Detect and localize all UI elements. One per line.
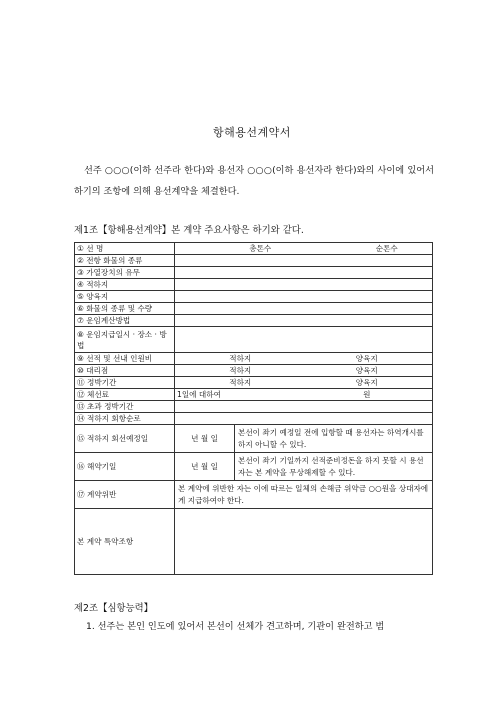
row-label: ⑮ 적하지 회선예정일 xyxy=(75,425,175,453)
value-cell xyxy=(175,327,433,353)
load-unload-cell xyxy=(175,353,433,365)
loading-port-label: 적하지 xyxy=(229,378,252,387)
date-cell: 년 월 일 xyxy=(175,425,235,453)
per-day-label: 1일에 대하여 xyxy=(177,390,221,399)
load-unload-cell xyxy=(175,365,433,377)
won-unit-label: 원 xyxy=(363,390,371,399)
demurrage-cell xyxy=(175,389,433,401)
table-row xyxy=(75,267,433,279)
table-row xyxy=(75,327,433,353)
value-cell xyxy=(175,255,433,267)
table-row xyxy=(75,353,433,365)
table-row xyxy=(75,377,433,389)
table-row xyxy=(75,401,433,413)
row-label: ⑭ 적하지 회항순로 xyxy=(75,413,175,425)
contract-table xyxy=(74,242,433,575)
document-title: 항해용선계약서 xyxy=(213,126,291,139)
value-cell xyxy=(175,267,433,279)
loading-port-label: 적하지 xyxy=(229,366,252,375)
table-row xyxy=(75,481,433,509)
row-label: ⑧ 운임지급일시 · 장소 · 방법 xyxy=(75,327,175,353)
table-row xyxy=(75,425,433,453)
clause-text: 본선이 좌기 기일까지 선적준비정돈을 하지 못할 시 용선자는 본 계약을 무상해제할 수 있다. xyxy=(235,453,433,481)
row-label: ⑥ 화물의 종류 및 수량 xyxy=(75,303,175,315)
unloading-port-label: 양육지 xyxy=(355,354,378,363)
load-unload-cell xyxy=(175,377,433,389)
date-cell: 년 월 일 xyxy=(175,453,235,481)
table-row xyxy=(75,291,433,303)
article-2-heading: 제2조【심항능력】 xyxy=(74,603,154,614)
table-row xyxy=(75,315,433,327)
ship-tonnage-cell xyxy=(175,243,433,255)
row-label: ⑯ 해약기일 xyxy=(75,453,175,481)
intro-paragraph: 선주 ○○○(이하 선주라 한다)와 용선자 ○○○(이하 용선자라 한다)와의 사이에 있어서 하기의 조항에 의해 용선계약을 체결한다. xyxy=(74,165,434,197)
article-1-heading: 제1조【항해용선계약】본 계약 주요사항은 하기와 같다. xyxy=(74,225,304,236)
table-row xyxy=(75,413,433,425)
loading-port-label: 적하지 xyxy=(229,354,252,363)
row-label: ⑤ 양육지 xyxy=(75,291,175,303)
clause-text: 본선이 좌기 예정일 전에 입항할 때 용선자는 하역개시를 하지 아니할 수 있다. xyxy=(235,425,433,453)
value-cell xyxy=(175,509,433,575)
table-row xyxy=(75,255,433,267)
clause-text: 본 계약에 위반한 자는 이에 따르는 일체의 손해금 위약금 ○○원을 상대자에게 지급하여야 한다. xyxy=(175,481,433,509)
table-row xyxy=(75,509,433,575)
row-label: ⑰ 계약위반 xyxy=(75,481,175,509)
row-label: ⑩ 대리점 xyxy=(75,365,175,377)
table-row xyxy=(75,389,433,401)
table-row xyxy=(75,279,433,291)
row-label: ① 선 명 xyxy=(75,243,175,255)
row-label: ⑨ 선적 및 선내 인원비 xyxy=(75,353,175,365)
value-cell xyxy=(175,279,433,291)
row-label: ④ 적하지 xyxy=(75,279,175,291)
net-tonnage-label: 순톤수 xyxy=(375,244,398,253)
unloading-port-label: 양육지 xyxy=(355,366,378,375)
unloading-port-label: 양육지 xyxy=(355,378,378,387)
value-cell xyxy=(175,303,433,315)
gross-tonnage-label: 총톤수 xyxy=(249,244,272,253)
table-row xyxy=(75,453,433,481)
row-label: ③ 가열장치의 유무 xyxy=(75,267,175,279)
row-label: ⑬ 초과 정박기간 xyxy=(75,401,175,413)
article-2-paragraph-1: 1. 선주는 본인 인도에 있어서 본선이 선체가 견고하며, 기관이 완전하고 범 xyxy=(86,621,385,632)
value-cell xyxy=(175,413,433,425)
value-cell xyxy=(175,315,433,327)
row-label: ⑦ 운임계산방법 xyxy=(75,315,175,327)
value-cell xyxy=(175,291,433,303)
row-label: ⑫ 체선료 xyxy=(75,389,175,401)
table-row xyxy=(75,303,433,315)
row-label: ② 전항 화물의 종류 xyxy=(75,255,175,267)
row-label: ⑪ 정박기간 xyxy=(75,377,175,389)
row-label: 본 계약 특약조항 xyxy=(75,509,175,575)
table-row xyxy=(75,365,433,377)
table-row xyxy=(75,243,433,255)
value-cell xyxy=(175,401,433,413)
